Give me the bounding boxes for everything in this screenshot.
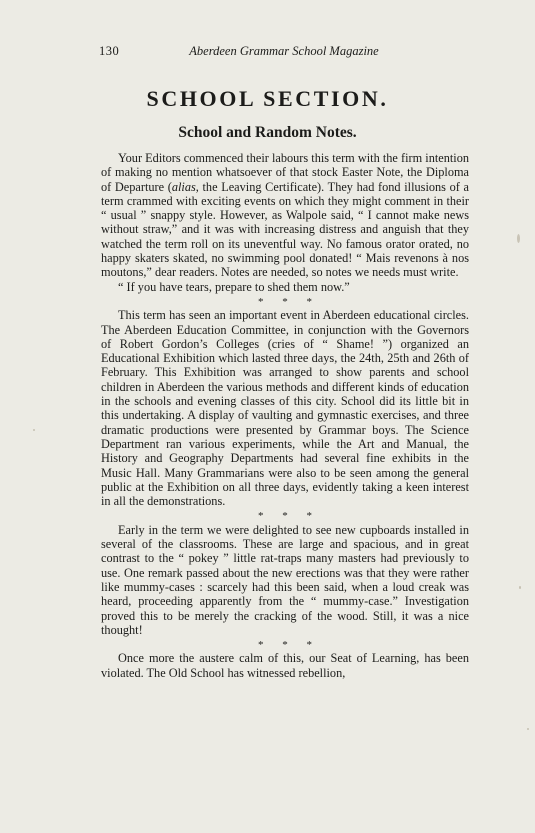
- paragraph-editors: Your Editors commenced their labours this term with the firm intention of making no mention whatsoever of that stock Easter Note, the Diploma of Departure (alias, the Leaving Certificate). They had fond illusions of a term crammed with exciting events on which they might comment in their “ usual ” snappy style. However, as Walpole said, “ I cannot make news without straw,” and it was with increasing distress and anguish that they watched the term roll on its uneventful way. No famous orator orated, no happy skaters skated, no swimming pool donated! “ Mais revenons à nos moutons,” dear readers. Notes are needed, so notes we needs must write.: [101, 151, 469, 280]
- section-separator: * * *: [258, 510, 312, 523]
- subsection-title: School and Random Notes.: [178, 124, 357, 141]
- journal-title: Aberdeen Grammar School Magazine: [189, 44, 379, 58]
- page-number: 130: [99, 44, 120, 58]
- running-head: [99, 44, 469, 62]
- article-body: [101, 151, 469, 680]
- paragraph-quote: “ If you have tears, prepare to shed them now.”: [118, 279, 350, 294]
- section-separator: * * *: [258, 295, 312, 308]
- paper-speck: [527, 728, 529, 730]
- section-separator: * * *: [258, 639, 312, 652]
- paper-speck: [33, 429, 35, 431]
- paragraph-cupboards: Early in the term we were delighted to see new cupboards installed in several of the classrooms. These are large and spacious, and in great contrast to the “ pokey ” little rat-traps many masters had previously to use. One remark passed about the new erections was that they were rather like mummy-cases : scarcely had this been said, when a loud creak was heard, proceeding apparently from the “ mummy-case.” Investigation proved this to be merely the cracking of the wood. Still, it was a nice thought!: [101, 522, 469, 637]
- section-title: SCHOOL SECTION.: [146, 86, 389, 111]
- paragraph-exhibition: This term has seen an important event in Aberdeen educational circles. The Aberdeen Education Committee, in conjunction with the Governors of Robert Gordon’s Colleges (cries of “ Shame! ”) organized an Educational Exhibition which lasted three days, the 24th, 25th and 26th of February. This Exhibition was arranged to show parents and school children in Aberdeen the various methods and different kinds of education in the schools and evening classes of this city. School did its little bit in this undertaking. A display of vaulting and gymnastic exercises, and three dramatic productions were presented by Grammar boys. The Science Department ran various experiments, while the Art and Manual, the History and Geography Departments had several fine exhibits in the Music Hall. Many Grammarians were also to be seen among the general public at the Exhibition on all three days, evidently taking a keen interest in all the demonstrations.: [101, 308, 469, 509]
- alias-italic: alias: [171, 179, 196, 194]
- paper-speck: [519, 586, 521, 589]
- paper-speck: [517, 234, 520, 243]
- paragraph-rebellion: Once more the austere calm of this, our Seat of Learning, has been violated. The Old School has witnessed rebellion,: [101, 651, 469, 680]
